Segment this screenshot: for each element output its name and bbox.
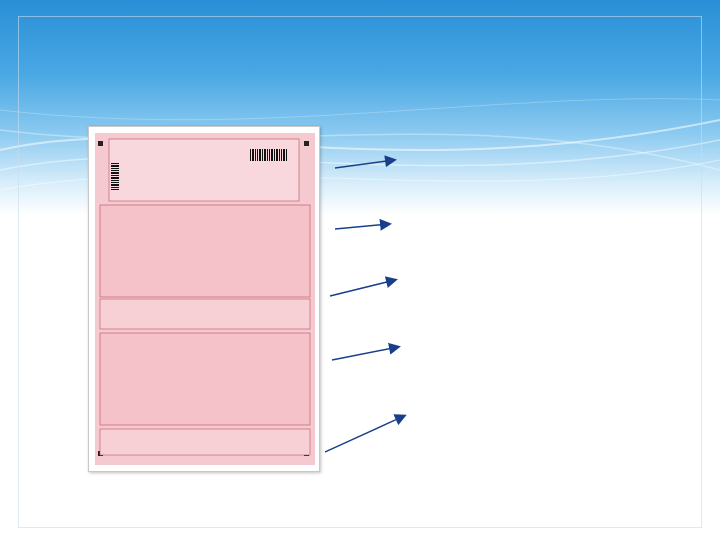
arrow-part-a-replacement xyxy=(330,280,395,296)
arrow-part-b xyxy=(332,347,398,360)
part-a-field xyxy=(100,205,310,297)
top-field xyxy=(109,139,299,201)
part-a-replacement-field xyxy=(100,299,310,329)
part-b-replacement-field xyxy=(100,429,310,455)
answer-form-image xyxy=(88,126,320,472)
arrow-part-a xyxy=(335,224,389,229)
part-b-field xyxy=(100,333,310,425)
corner-marker xyxy=(98,141,103,146)
corner-marker xyxy=(304,141,309,146)
answer-form-drawing xyxy=(95,133,315,465)
answer-form-sheet xyxy=(95,133,315,465)
arrow-part-b-replacement xyxy=(325,416,404,452)
